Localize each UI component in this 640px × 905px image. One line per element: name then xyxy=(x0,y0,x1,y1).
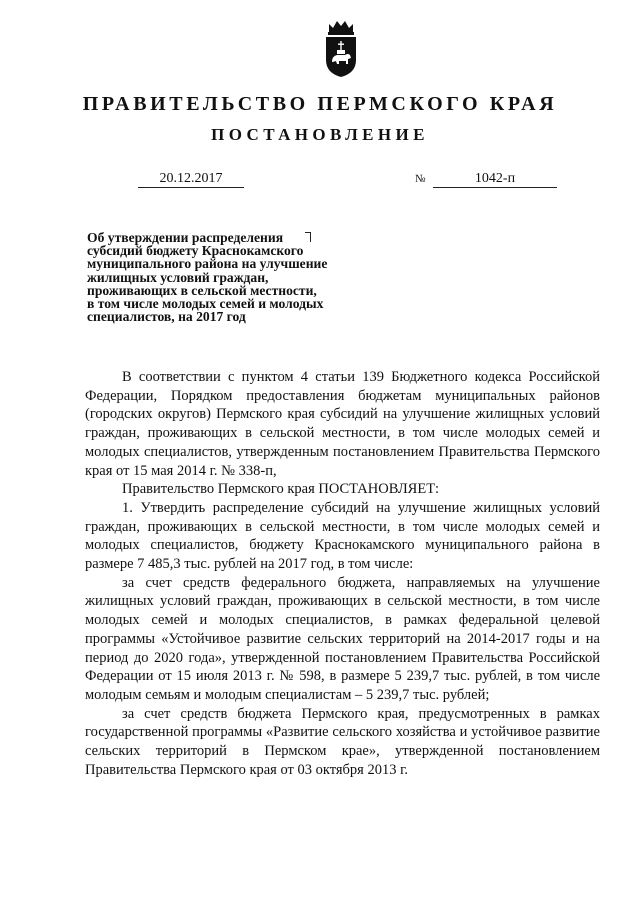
perm-krai-coat-of-arms-icon xyxy=(321,18,361,78)
body-paragraph: за счет средств федерального бюджета, направляемых на улучшение жилищных условий граждан, проживающих в сельской местности, в том числе молодых семей и молодых специалистов, в рамках федеральной целевой программы «Устойчивое развитие сельских территорий на 2014-2017 годы и на период до 2020 года», утвержденной постановлением Правительства Российской Федерации от 15 июля 2013 г. № 598, в размере 5 239,7 тыс. рублей, в том числе молодым семьям и молодым специалистам – 5 239,7 тыс. рублей; xyxy=(85,574,600,703)
document-subject xyxy=(87,231,367,323)
body-paragraph: за счет средств бюджета Пермского края, предусмотренных в рамках государственной программы «Развитие сельского хозяйства и устойчивое развитие сельских территорий в Пермском крае», утвержденной постановлением Правительства Пермского края от 03 октября 2013 г. xyxy=(85,705,600,778)
body-paragraph: В соответствии с пунктом 4 статьи 139 Бюджетного кодекса Российской Федерации, Порядком предоставления бюджетам муниципальных районов (городских округов) Пермского края субсидий на улучшение жилищных условий граждан, проживающих в сельской местности, в том числе молодых семей и молодых специалистов, утвержденным постановлением Правительства Пермского края от 15 мая 2014 г. № 338-п, xyxy=(85,369,600,479)
subject-line: муниципального района на улучшение xyxy=(87,256,328,272)
subject-line: специалистов, на 2017 год xyxy=(87,309,246,325)
number-sign: № xyxy=(415,173,426,185)
document-type-title: ПОСТАНОВЛЕНИЕ xyxy=(211,125,429,144)
number-value: 1042-п xyxy=(433,171,557,188)
document-date: 20.12.2017 xyxy=(138,171,244,188)
subject-corner-bracket xyxy=(305,232,311,242)
government-name: ПРАВИТЕЛЬСТВО ПЕРМСКОГО КРАЯ xyxy=(82,93,558,115)
body-paragraph: Правительство Пермского края ПОСТАНОВЛЯЕТ: xyxy=(122,481,440,498)
document-number xyxy=(415,171,565,188)
document-body xyxy=(85,368,600,779)
subject-line: Об утверждении распределения xyxy=(87,230,284,245)
subject-line: субсидий бюджету Краснокамского xyxy=(87,243,304,259)
subject-line: жилищных условий граждан, xyxy=(87,269,269,285)
subject-line: в том числе молодых семей и молодых xyxy=(87,296,324,312)
subject-line: проживающих в сельской местности, xyxy=(87,282,317,298)
body-paragraph: 1. Утвердить распределение субсидий на улучшение жилищных условий граждан, проживающих в сельской местности, в том числе молодых семей и молодых специалистов, бюджету Краснокамского муниципального района в размере 7 485,3 тыс. рублей на 2017 год, в том числе: xyxy=(85,499,600,573)
